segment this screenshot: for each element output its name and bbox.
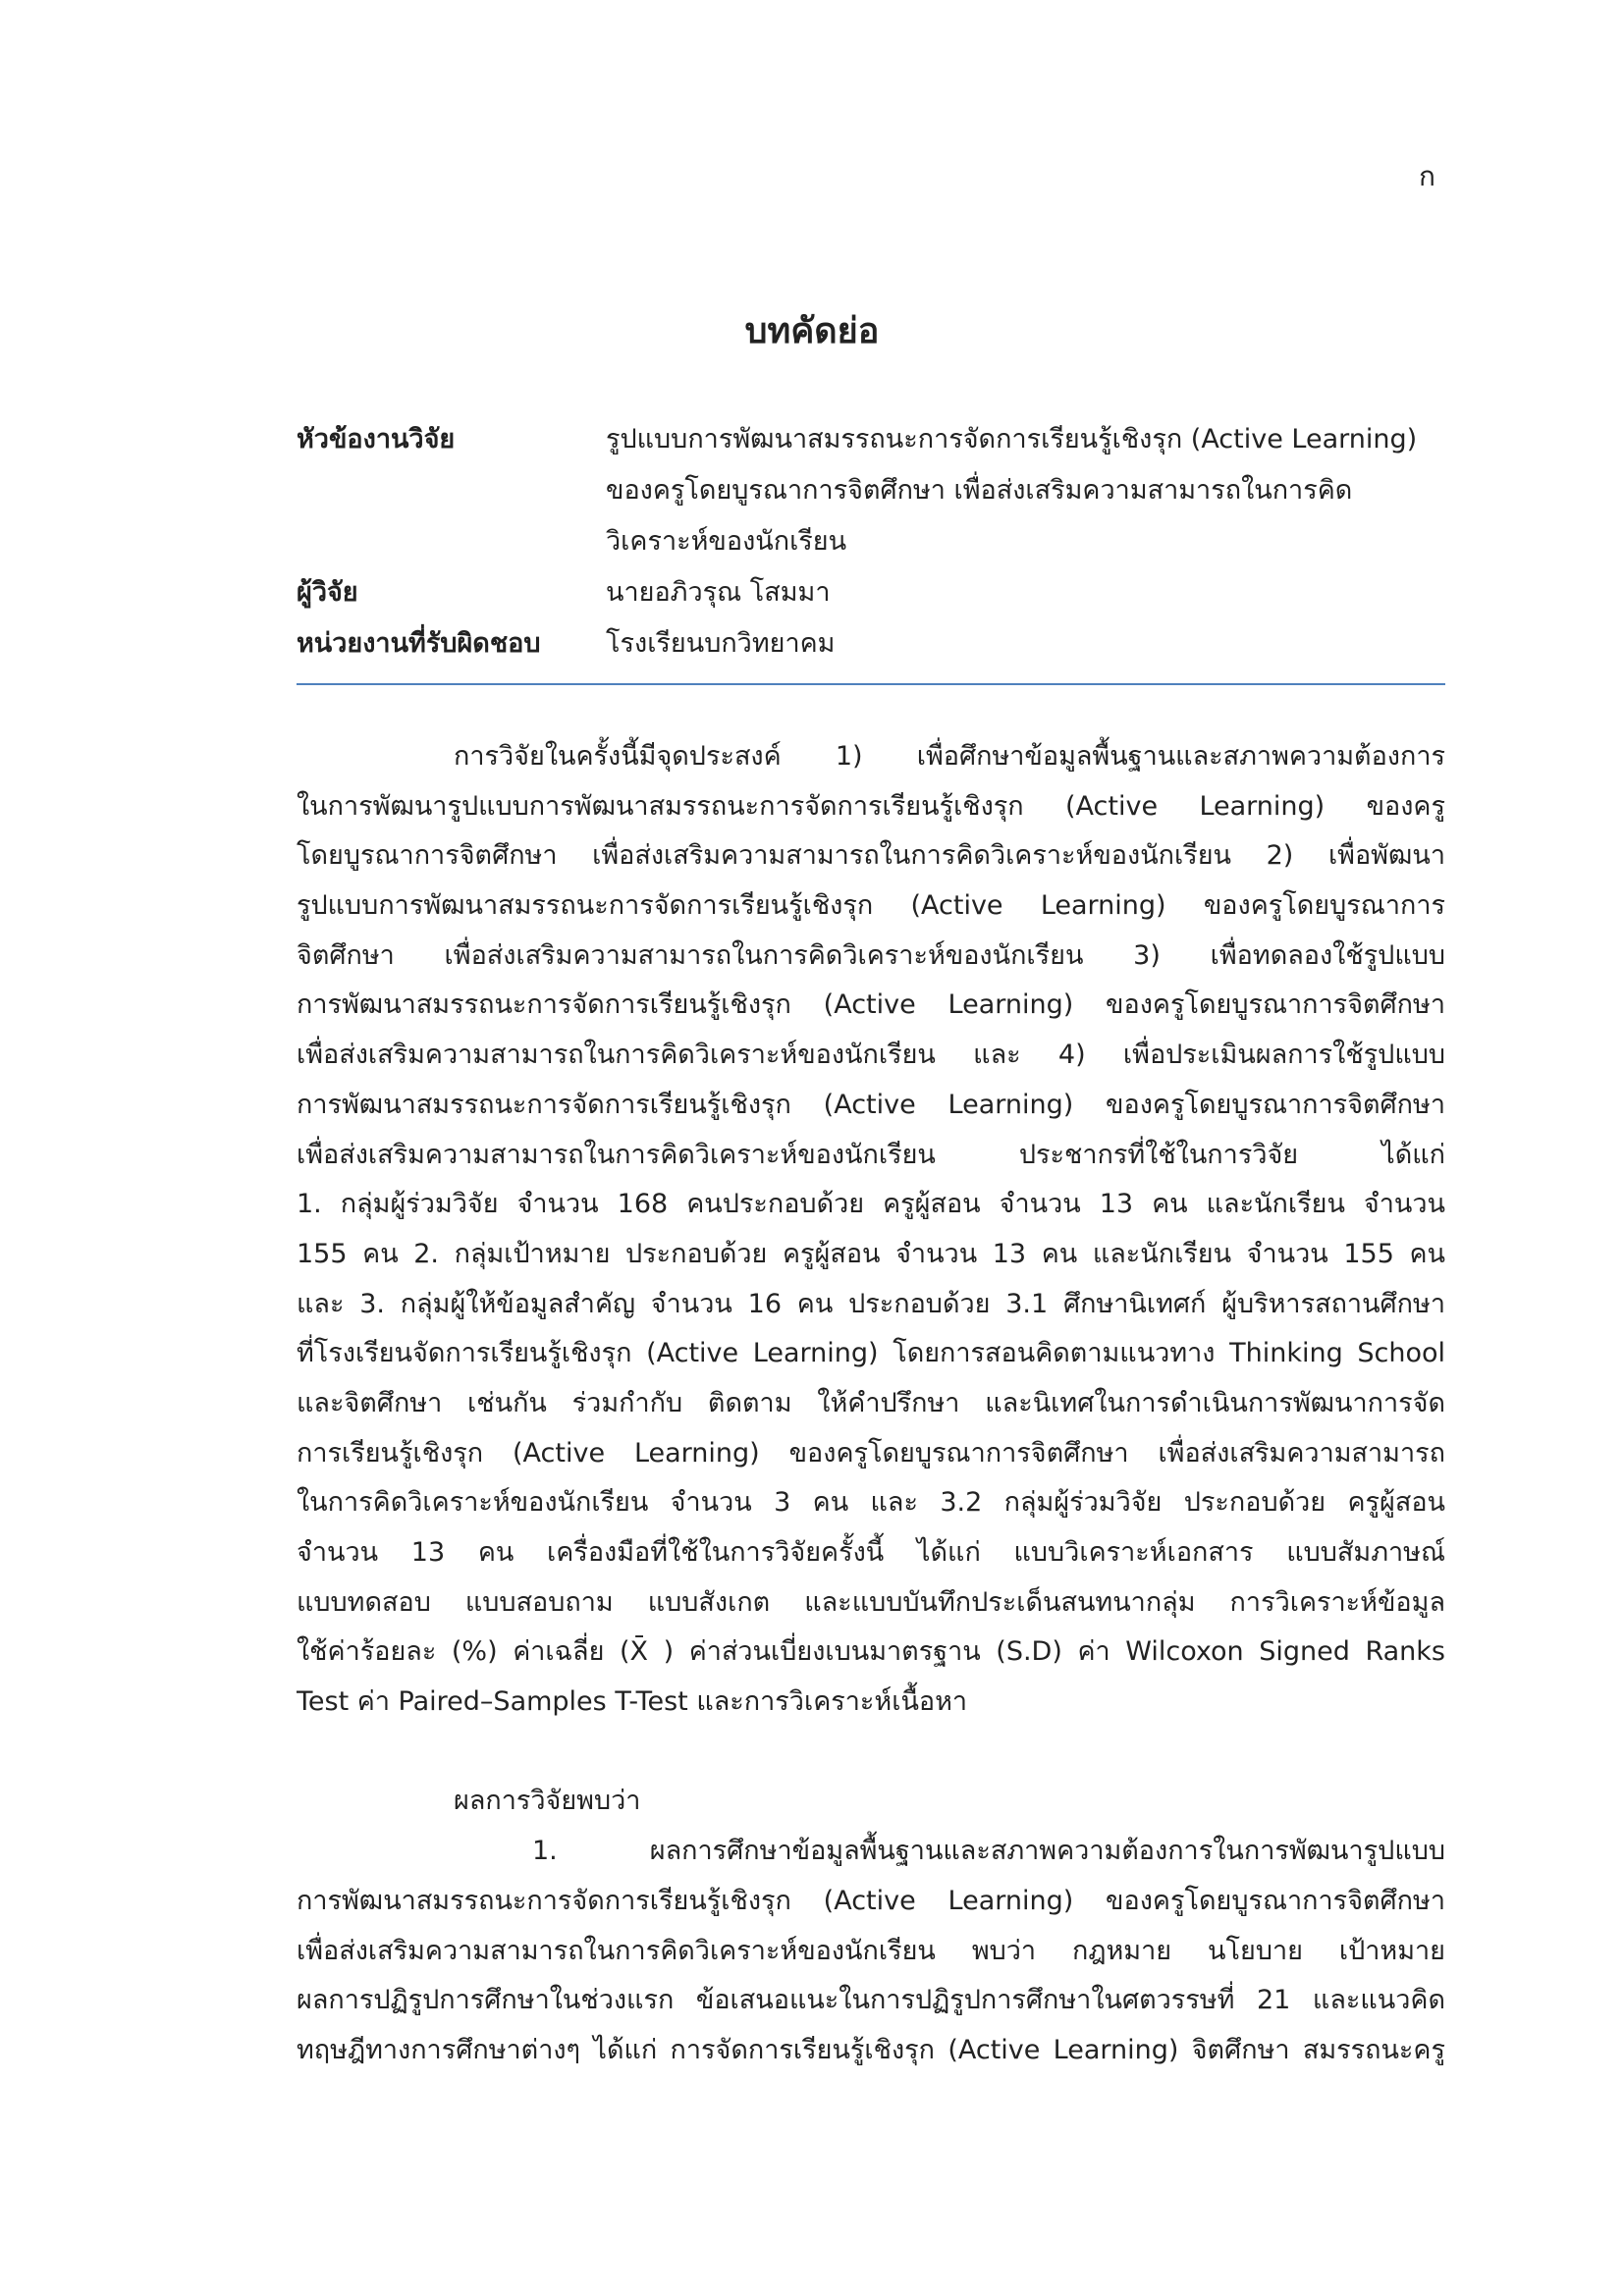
abstract-line: การวิจัยในครั้งนี้มีจุดประสงค์ 1) เพื่อศึกษาข้อมูลพื้นฐานและสภาพความต้องการ	[454, 741, 1445, 772]
researcher-value: นายอภิวรุณ โสมมา	[606, 577, 831, 608]
abstract-line: 155 คน 2. กลุ่มเป้าหมาย ประกอบด้วย ครูผู้สอน จำนวน 13 คน และนักเรียน จำนวน 155 คน	[297, 1238, 1445, 1269]
abstract-line: Test ค่า Paired–Samples T-Test และการวิเคราะห์เนื้อหา	[297, 1686, 968, 1718]
abstract-line: ในการพัฒนารูปแบบการพัฒนาสมรรถนะการจัดการเรียนรู้เชิงรุก (Active Learning) ของครู	[297, 790, 1445, 822]
page-number: ก	[1419, 160, 1435, 192]
abstract-line: แบบทดสอบ แบบสอบถาม แบบสังเกต และแบบบันทึกประเด็นสนทนากลุ่ม การวิเคราะห์ข้อมูล	[297, 1586, 1445, 1618]
topic-value	[606, 414, 1445, 567]
abstract-line: และ 3. กลุ่มผู้ให้ข้อมูลสำคัญ จำนวน 16 คน ประกอบด้วย 3.1 ศึกษานิเทศก์ ผู้บริหารสถานศึกษา	[297, 1288, 1445, 1319]
topic-label: หัวข้องานวิจัย	[297, 424, 456, 454]
results-line: ผลการปฏิรูปการศึกษาในช่วงแรก ข้อเสนอแนะในการปฏิรูปการศึกษาในศตวรรษที่ 21 และแนวคิด	[297, 1985, 1445, 2016]
abstract-line: เพื่อส่งเสริมความสามารถในการคิดวิเคราะห์ของนักเรียน ประชากรที่ใช้ในการวิจัย ได้แก่	[297, 1139, 1445, 1170]
topic-line: วิเคราะห์ของนักเรียน	[606, 526, 847, 557]
researcher-row	[297, 567, 1445, 618]
topic-line: รูปแบบการพัฒนาสมรรถนะการจัดการเรียนรู้เชิงรุก (Active Learning)	[606, 424, 1418, 454]
abstract-line: โดยบูรณาการจิตศึกษา เพื่อส่งเสริมความสามารถในการคิดวิเคราะห์ของนักเรียน 2) เพื่อพัฒนา	[297, 840, 1445, 872]
unit-label: หน่วยงานที่รับผิดชอบ	[297, 628, 541, 659]
abstract-line: เพื่อส่งเสริมความสามารถในการคิดวิเคราะห์ของนักเรียน และ 4) เพื่อประเมินผลการใช้รูปแบบ	[297, 1040, 1445, 1071]
abstract-line: 1. กลุ่มผู้ร่วมวิจัย จำนวน 168 คนประกอบด้วย ครูผู้สอน จำนวน 13 คน และนักเรียน จำนวน	[297, 1189, 1445, 1220]
abstract-line: การพัฒนาสมรรถนะการจัดการเรียนรู้เชิงรุก (Active Learning) ของครูโดยบูรณาการจิตศึกษา	[297, 989, 1445, 1021]
results-line: ทฤษฎีทางการศึกษาต่างๆ ได้แก่ การจัดการเรียนรู้เชิงรุก (Active Learning) จิตศึกษา สมรรถนะครู	[297, 2034, 1445, 2065]
abstract-line: จำนวน 13 คน เครื่องมือที่ใช้ในการวิจัยครั้งนี้ ได้แก่ แบบวิเคราะห์เอกสาร แบบสัมภาษณ์	[297, 1537, 1445, 1568]
abstract-line: การเรียนรู้เชิงรุก (Active Learning) ของครูโดยบูรณาการจิตศึกษา เพื่อส่งเสริมความสามารถ	[297, 1437, 1445, 1468]
abstract-line: ในการคิดวิเคราะห์ของนักเรียน จำนวน 3 คน และ 3.2 กลุ่มผู้ร่วมวิจัย ประกอบด้วย ครูผู้สอน	[297, 1487, 1445, 1519]
topic-line: ของครูโดยบูรณาการจิตศึกษา เพื่อส่งเสริมความสามารถในการคิด	[606, 475, 1353, 506]
divider	[297, 683, 1445, 685]
abstract-line: การพัฒนาสมรรถนะการจัดการเรียนรู้เชิงรุก (Active Learning) ของครูโดยบูรณาการจิตศึกษา	[297, 1089, 1445, 1120]
abstract-line: และจิตศึกษา เช่นกัน ร่วมกำกับ ติดตาม ให้คำปรึกษา และนิเทศในการดำเนินการพัฒนาการจัด	[297, 1387, 1445, 1418]
abstract-line: รูปแบบการพัฒนาสมรรถนะการจัดการเรียนรู้เชิงรุก (Active Learning) ของครูโดยบูรณาการ	[297, 890, 1445, 922]
results-line: เพื่อส่งเสริมความสามารถในการคิดวิเคราะห์ของนักเรียน พบว่า กฎหมาย นโยบาย เป้าหมาย	[297, 1935, 1445, 1966]
results-line: 1. ผลการศึกษาข้อมูลพื้นฐานและสภาพความต้องการในการพัฒนารูปแบบ	[532, 1836, 1445, 1867]
unit-row	[297, 618, 1445, 669]
paragraph-spacer	[297, 1728, 1445, 1778]
abstract-line: ที่โรงเรียนจัดการเรียนรู้เชิงรุก (Active Learning) โดยการสอนคิดตามแนวทาง Thinking School	[297, 1338, 1445, 1369]
results-line: การพัฒนาสมรรถนะการจัดการเรียนรู้เชิงรุก (Active Learning) ของครูโดยบูรณาการจิตศึกษา	[297, 1885, 1445, 1916]
abstract-body	[297, 732, 1445, 2076]
results-heading: ผลการวิจัยพบว่า	[454, 1786, 641, 1817]
page-title: บทคัดย่อ	[744, 311, 880, 351]
research-info	[297, 414, 1445, 669]
topic-row	[297, 414, 1445, 567]
abstract-line: จิตศึกษา เพื่อส่งเสริมความสามารถในการคิดวิเคราะห์ของนักเรียน 3) เพื่อทดลองใช้รูปแบบ	[297, 939, 1445, 971]
researcher-label: ผู้วิจัย	[297, 577, 358, 608]
abstract-line: ใช้ค่าร้อยละ (%) ค่าเฉลี่ย (X̄ ) ค่าส่วนเบี่ยงเบนมาตรฐาน (S.D) ค่า Wilcoxon Signed Ranks	[297, 1636, 1445, 1668]
unit-value: โรงเรียนบกวิทยาคม	[606, 628, 836, 659]
